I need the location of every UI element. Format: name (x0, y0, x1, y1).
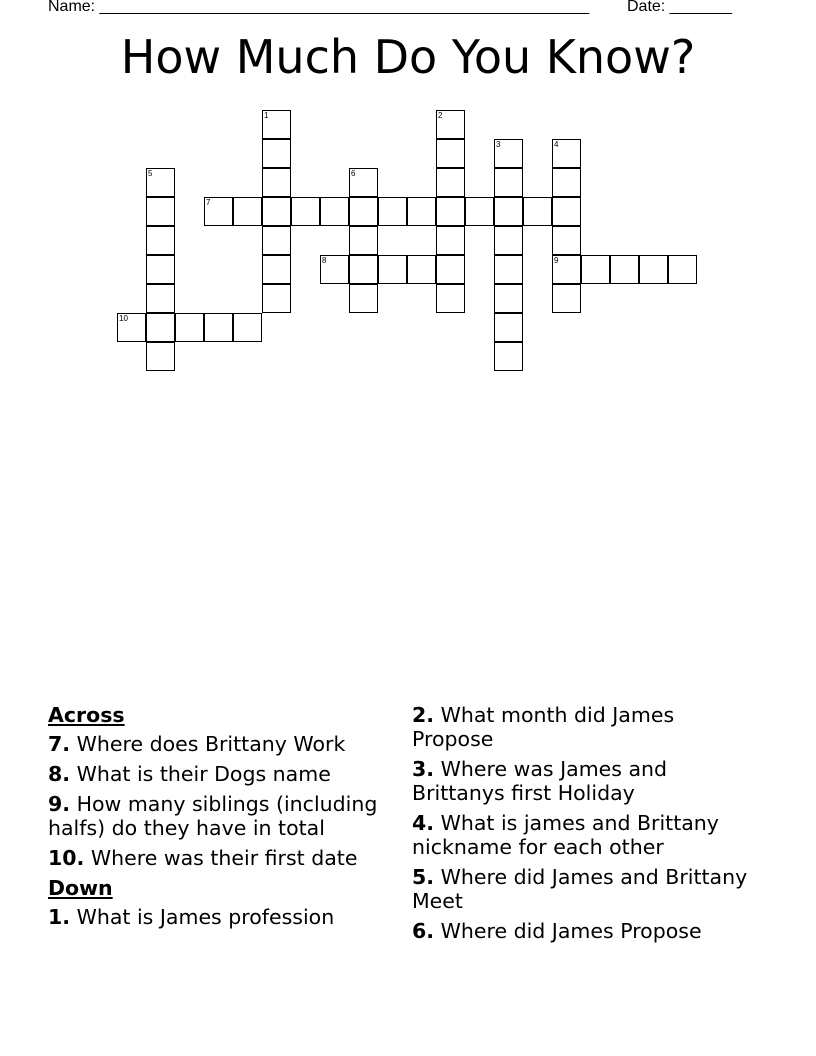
grid-clue-number: 2 (438, 111, 443, 120)
clue-text: What month did James Propose (412, 703, 675, 751)
clues-right-column (412, 703, 762, 949)
grid-cell[interactable] (552, 226, 581, 255)
page-title: How Much Do You Know? (120, 30, 696, 84)
clue-across-7 (48, 732, 404, 756)
grid-cell[interactable] (262, 226, 291, 255)
grid-cell[interactable] (494, 255, 523, 284)
grid-clue-number: 1 (264, 111, 269, 120)
grid-cell[interactable] (436, 197, 465, 226)
clue-number: 6. (412, 919, 435, 943)
grid-cell[interactable] (146, 255, 175, 284)
clue-down-5 (412, 865, 762, 913)
clue-number: 3. (412, 757, 435, 781)
grid-cell[interactable] (436, 226, 465, 255)
grid-cell[interactable] (436, 255, 465, 284)
grid-cell[interactable] (407, 197, 436, 226)
clue-text: Where did James and Brittany Meet (412, 865, 748, 913)
date-field[interactable]: Date: _______ (627, 0, 732, 15)
clue-text: What is James profession (76, 905, 335, 929)
grid-cell[interactable] (639, 255, 668, 284)
grid-clue-number: 5 (148, 169, 153, 178)
grid-cell[interactable] (552, 197, 581, 226)
grid-cell[interactable] (262, 255, 291, 284)
clue-number: 7. (48, 732, 71, 756)
grid-cell[interactable] (494, 313, 523, 342)
clue-down-6 (412, 919, 762, 943)
clue-text: Where does Brittany Work (76, 732, 346, 756)
grid-cell[interactable] (552, 284, 581, 313)
grid-clue-number: 8 (322, 256, 327, 265)
grid-cell[interactable] (146, 284, 175, 313)
grid-cell[interactable] (494, 284, 523, 313)
grid-cell[interactable] (262, 139, 291, 168)
grid-cell[interactable] (349, 197, 378, 226)
grid-cell[interactable] (378, 255, 407, 284)
clue-text: Where did James Propose (440, 919, 702, 943)
clue-number: 8. (48, 762, 71, 786)
grid-cell[interactable] (668, 255, 697, 284)
grid-cell[interactable] (320, 197, 349, 226)
grid-cell[interactable] (204, 313, 233, 342)
grid-cell[interactable] (146, 342, 175, 371)
grid-cell[interactable] (262, 168, 291, 197)
grid-cell[interactable] (610, 255, 639, 284)
clue-text: Where was their first date (90, 846, 358, 870)
grid-cell[interactable] (146, 313, 175, 342)
clue-number: 5. (412, 865, 435, 889)
grid-cell[interactable] (494, 168, 523, 197)
grid-cell[interactable] (233, 197, 262, 226)
grid-cell[interactable] (494, 342, 523, 371)
clue-text: How many siblings (including halfs) do they have in total (48, 792, 378, 840)
grid-cell[interactable] (349, 284, 378, 313)
grid-cell[interactable] (349, 255, 378, 284)
grid-clue-number: 10 (119, 314, 128, 323)
grid-cell[interactable] (349, 226, 378, 255)
grid-cell[interactable] (146, 226, 175, 255)
grid-cell[interactable] (262, 284, 291, 313)
grid-cell[interactable] (436, 284, 465, 313)
grid-cell[interactable] (465, 197, 494, 226)
grid-cell[interactable] (378, 197, 407, 226)
grid-clue-number: 6 (351, 169, 356, 178)
grid-cell[interactable] (407, 255, 436, 284)
clue-number: 10. (48, 846, 85, 870)
clue-across-9 (48, 792, 404, 840)
clue-down-2 (412, 703, 762, 751)
grid-cell[interactable] (436, 168, 465, 197)
grid-clue-number: 9 (554, 256, 559, 265)
crossword-grid (0, 0, 816, 400)
clue-across-8 (48, 762, 404, 786)
grid-cell[interactable] (233, 313, 262, 342)
grid-cell[interactable] (146, 197, 175, 226)
clue-number: 9. (48, 792, 71, 816)
grid-cell[interactable] (291, 197, 320, 226)
grid-cell[interactable] (175, 313, 204, 342)
clue-text: What is their Dogs name (76, 762, 331, 786)
grid-cell[interactable] (581, 255, 610, 284)
grid-clue-number: 4 (554, 140, 559, 149)
grid-cell[interactable] (262, 197, 291, 226)
down-heading: Down (48, 876, 113, 900)
clue-down-4 (412, 811, 762, 859)
clues-left-column (48, 703, 404, 935)
grid-cell[interactable] (494, 226, 523, 255)
grid-cell[interactable] (523, 197, 552, 226)
name-field[interactable]: Name: _______________________________________________________ (48, 0, 589, 15)
grid-cell[interactable] (494, 197, 523, 226)
clue-text: Where was James and Brittanys first Holiday (412, 757, 668, 805)
clue-down-1 (48, 905, 404, 929)
clue-text: What is james and Brittany nickname for each other (412, 811, 719, 859)
grid-clue-number: 7 (206, 198, 211, 207)
grid-clue-number: 3 (496, 140, 501, 149)
clue-down-3 (412, 757, 762, 805)
clue-number: 4. (412, 811, 435, 835)
across-heading: Across (48, 703, 125, 727)
clue-number: 1. (48, 905, 71, 929)
clue-across-10 (48, 846, 404, 870)
grid-cell[interactable] (436, 139, 465, 168)
clue-number: 2. (412, 703, 435, 727)
grid-cell[interactable] (552, 168, 581, 197)
